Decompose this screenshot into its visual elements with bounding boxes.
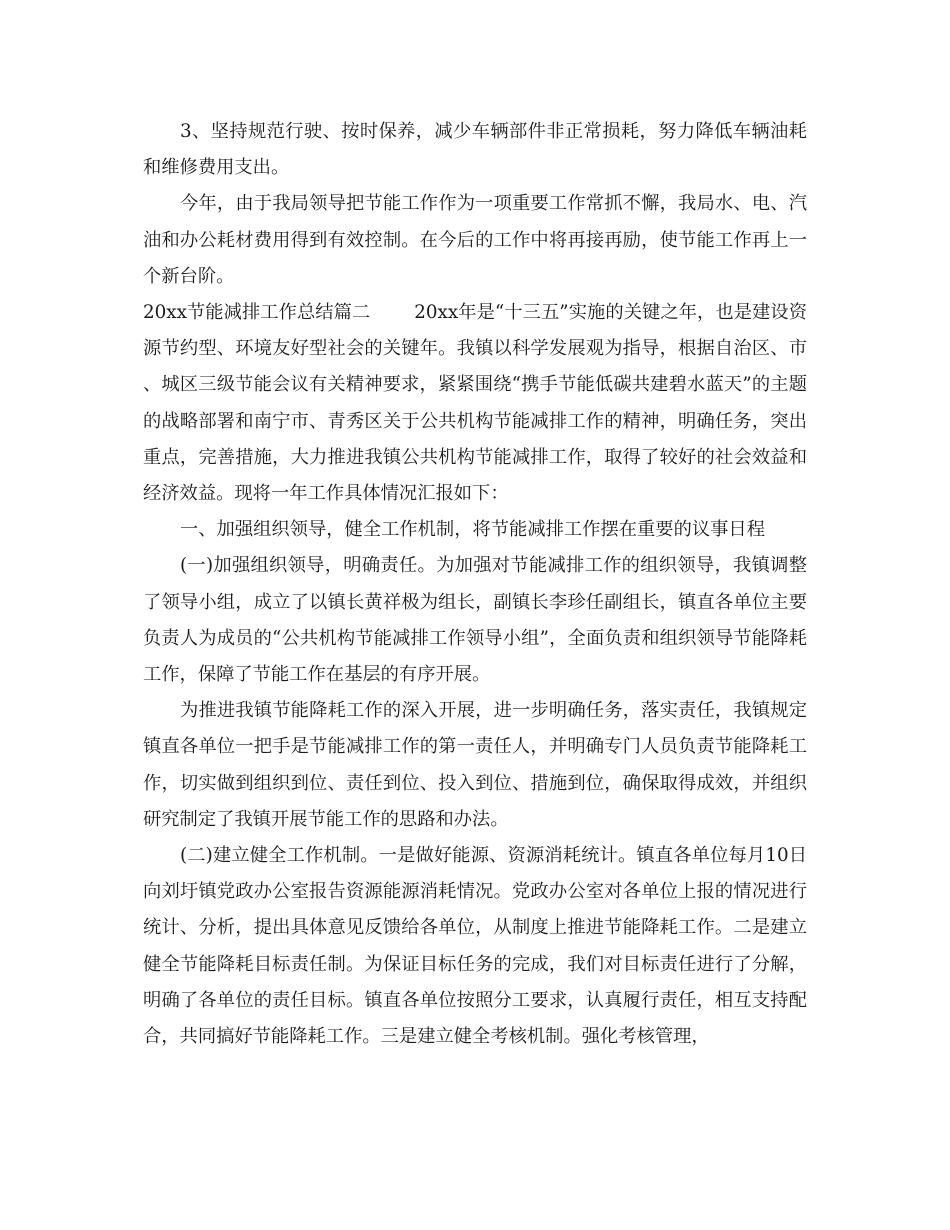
document-body — [143, 114, 807, 1055]
section-heading: 20xx节能减排工作总结篇二 — [143, 302, 371, 324]
paragraph-responsibility: 为推进我镇节能降耗工作的深入开展，进一步明确任务，落实责任，我镇规定镇直各单位一把手是节能减排工作的第一责任人，并明确专门人员负责节能降耗工作，切实做到组织到位、责任到位、投入到位、措施到位，确保取得成效，并组织研究制定了我镇开展节能工作的思路和办法。 — [143, 700, 807, 830]
paragraph-work-mechanism: (二)建立健全工作机制。一是做好能源、资源消耗统计。镇直各单位每月10日向刘圩镇党政办公室报告资源能源消耗情况。党政办公室对各单位上报的情况进行统计、分析，提出具体意见反馈给各单位，从制度上推进节能降耗工作。二是建立健全节能降耗目标责任制。为保证目标任务的完成，我们对目标责任进行了分解，明确了各单位的责任目标。镇直各单位按照分工要求，认真履行责任，相互支持配合，共同搞好节能降耗工作。三是建立健全考核机制。强化考核管理， — [143, 845, 807, 1048]
paragraph-vehicle-maintenance: 3、坚持规范行驶、按时保养，减少车辆部件非正常损耗，努力降低车辆油耗和维修费用支出。 — [143, 121, 807, 179]
paragraph-summary-part-two — [143, 295, 807, 512]
paragraph-leadership: (一)加强组织领导，明确责任。为加强对节能减排工作的组织领导，我镇调整了领导小组，成立了以镇长黄祥极为组长，副镇长李珍任副组长，镇直各单位主要负责人为成员的“公共机构节能减排工作领导小组”，全面负责和组织领导节能降耗工作，保障了节能工作在基层的有序开展。 — [143, 555, 807, 686]
paragraph-section-one-title: 一、加强组织领导，健全工作机制，将节能减排工作摆在重要的议事日程 — [180, 519, 765, 541]
section-intro-text: 20xx年是“十三五”实施的关键之年，也是建设资源节约型、环境友好型社会的关键年。我镇以科学发展观为指导，根据自治区、市、城区三级节能会议有关精神要求，紧紧围绕“携手节能低碳共建碧水蓝天”的主题的战略部署和南宁市、青秀区关于公共机构节能减排工作的精神，明确任务，突出重点，完善措施，大力推进我镇公共机构节能减排工作，取得了较好的社会效益和经济效益。现将一年工作具体情况汇报如下： — [143, 302, 808, 505]
paragraph-energy-control: 今年，由于我局领导把节能工作作为一项重要工作常抓不懈，我局水、电、汽油和办公耗材费用得到有效控制。在今后的工作中将再接再励，使节能工作再上一个新台阶。 — [143, 193, 807, 287]
